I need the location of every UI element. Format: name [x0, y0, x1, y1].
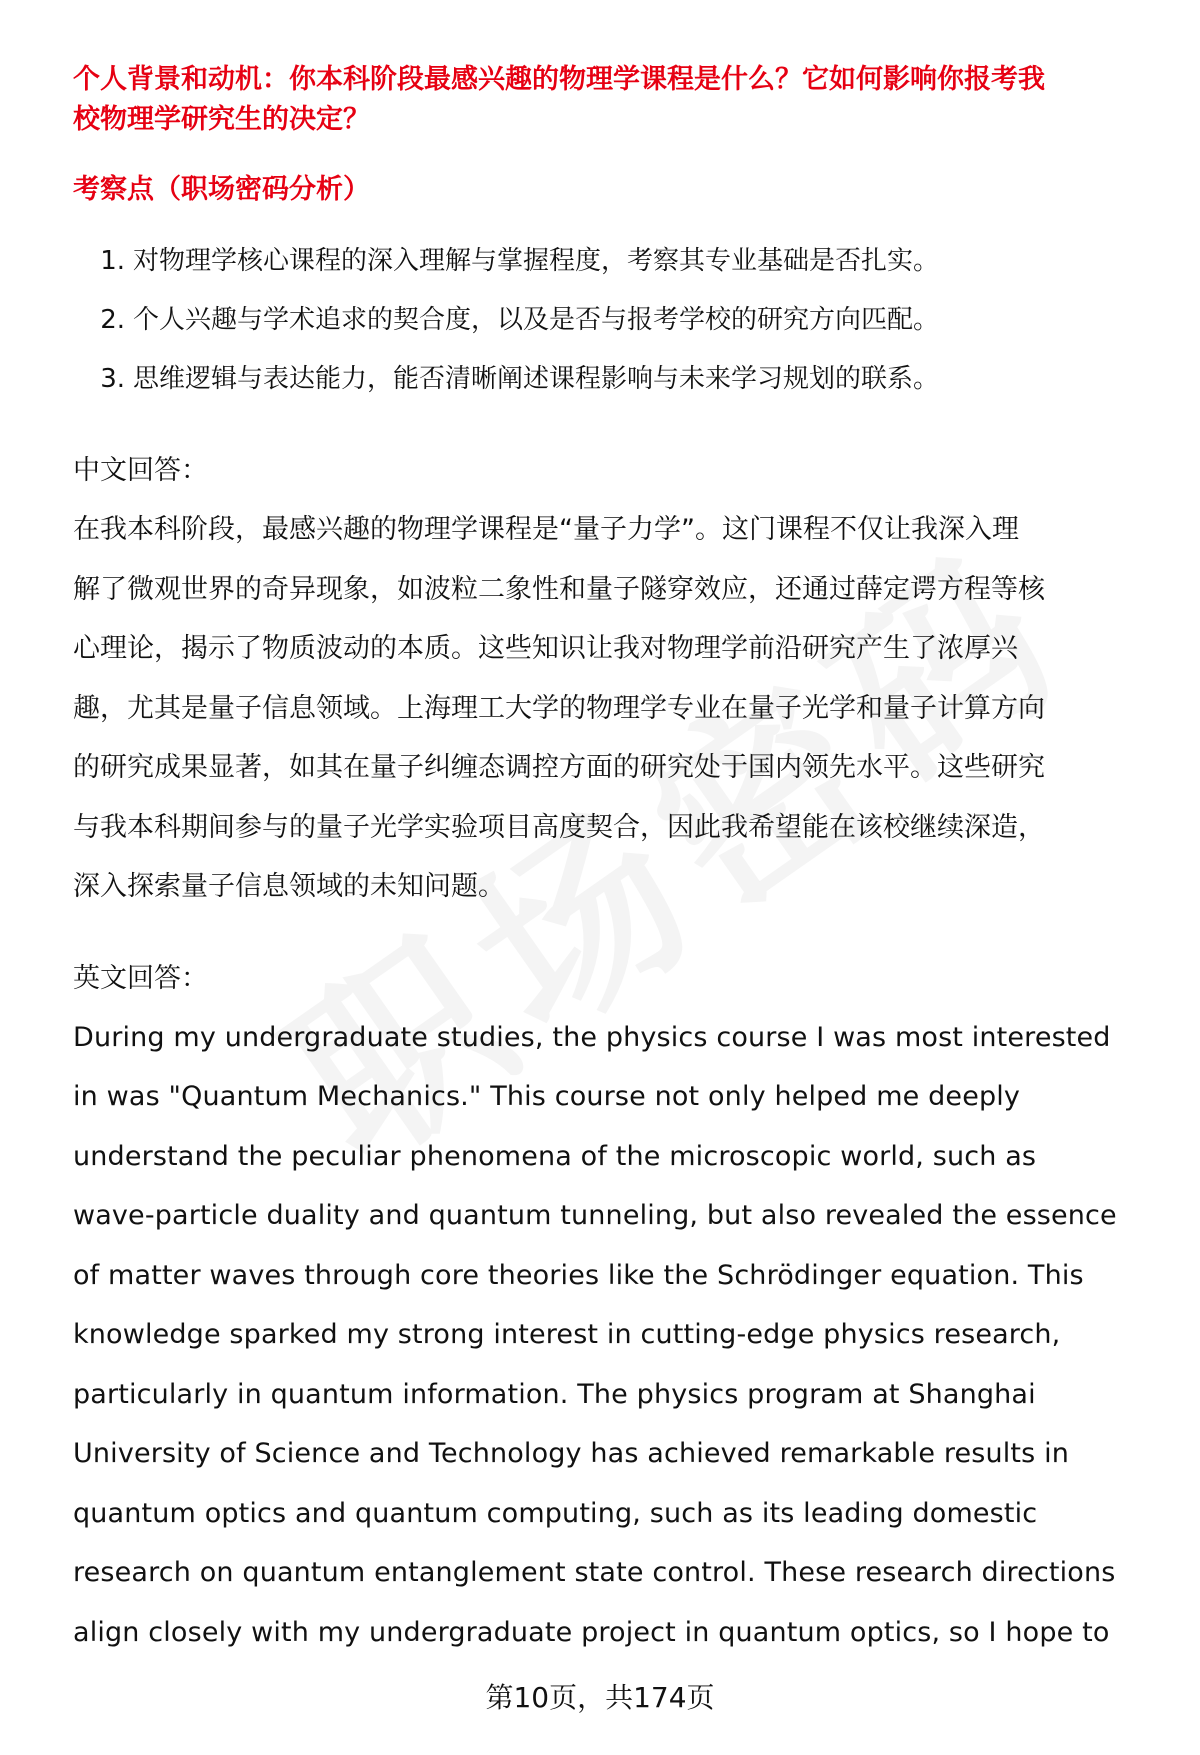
list-number: 3.: [100, 364, 125, 394]
text-line: 解了微观世界的奇异现象，如波粒二象性和量子隧穿效应，还通过薛定谔方程等核: [73, 573, 1045, 605]
text-line: 的研究成果显著，如其在量子纠缠态调控方面的研究处于国内领先水平。这些研究: [73, 752, 1045, 783]
list-number: 1.: [100, 246, 125, 276]
text-line: 深入探索量子信息领域的未知问题。: [73, 871, 505, 902]
text-line: 在我本科阶段，最感兴趣的物理学课程是“量子力学”。这门课程不仅让我深入理: [73, 514, 1019, 545]
text-line: During my undergraduate studies, the physics course I was most interested: [73, 1021, 1111, 1053]
text-line: of matter waves through core theories like the Schrödinger equation. This: [73, 1259, 1084, 1291]
page-number-footer: 第10页，共174页: [485, 1681, 715, 1714]
question-heading: [73, 60, 1163, 140]
chinese-answer-paragraph: [73, 500, 1163, 917]
text-line: 与我本科期间参与的量子光学实验项目高度契合，因此我希望能在该校继续深造，: [73, 811, 1045, 843]
list-item: [73, 291, 1163, 350]
english-answer-paragraph: [73, 1008, 1163, 1663]
chinese-answer-label: 中文回答：: [73, 455, 208, 486]
text-line: align closely with my undergraduate project in quantum optics, so I hope to: [73, 1616, 1110, 1648]
text-line: wave-particle duality and quantum tunneling, but also revealed the essence: [73, 1200, 1117, 1231]
text-line: 心理论，揭示了物质波动的本质。这些知识让我对物理学前沿研究产生了浓厚兴: [73, 633, 1018, 664]
text-line: in was "Quantum Mechanics." This course not only helped me deeply: [73, 1081, 1021, 1112]
text-line: quantum optics and quantum computing, such as its leading domestic: [73, 1497, 1038, 1529]
document-page: [73, 50, 1163, 1662]
assessment-points: [73, 232, 1163, 409]
text-line: 趣，尤其是量子信息领域。上海理工大学的物理学专业在量子光学和量子计算方向: [73, 692, 1045, 724]
question-line-1: 个人背景和动机：你本科阶段最感兴趣的物理学课程是什么？它如何影响你报考我: [73, 64, 1045, 95]
list-text: 思维逻辑与表达能力，能否清晰阐述课程影响与未来学习规划的联系。: [133, 364, 940, 394]
list-text: 个人兴趣与学术追求的契合度，以及是否与报考学校的研究方向匹配。: [133, 305, 940, 335]
list-item: [73, 350, 1163, 409]
assessment-title: 考察点（职场密码分析）: [73, 174, 370, 205]
text-line: University of Science and Technology has achieved remarkable results in: [73, 1438, 1069, 1469]
text-line: particularly in quantum information. The physics program at Shanghai: [73, 1378, 1036, 1410]
text-line: understand the peculiar phenomena of the microscopic world, such as: [73, 1140, 1037, 1172]
english-answer-label: 英文回答：: [73, 962, 208, 994]
question-line-2: 校物理学研究生的决定？: [73, 104, 370, 135]
text-line: research on quantum entanglement state control. These research directions: [73, 1557, 1116, 1588]
list-item: [73, 232, 1163, 291]
list-text: 对物理学核心课程的深入理解与掌握程度，考察其专业基础是否扎实。: [133, 246, 940, 276]
list-number: 2.: [100, 305, 125, 335]
text-line: knowledge sparked my strong interest in cutting-edge physics research,: [73, 1319, 1061, 1350]
